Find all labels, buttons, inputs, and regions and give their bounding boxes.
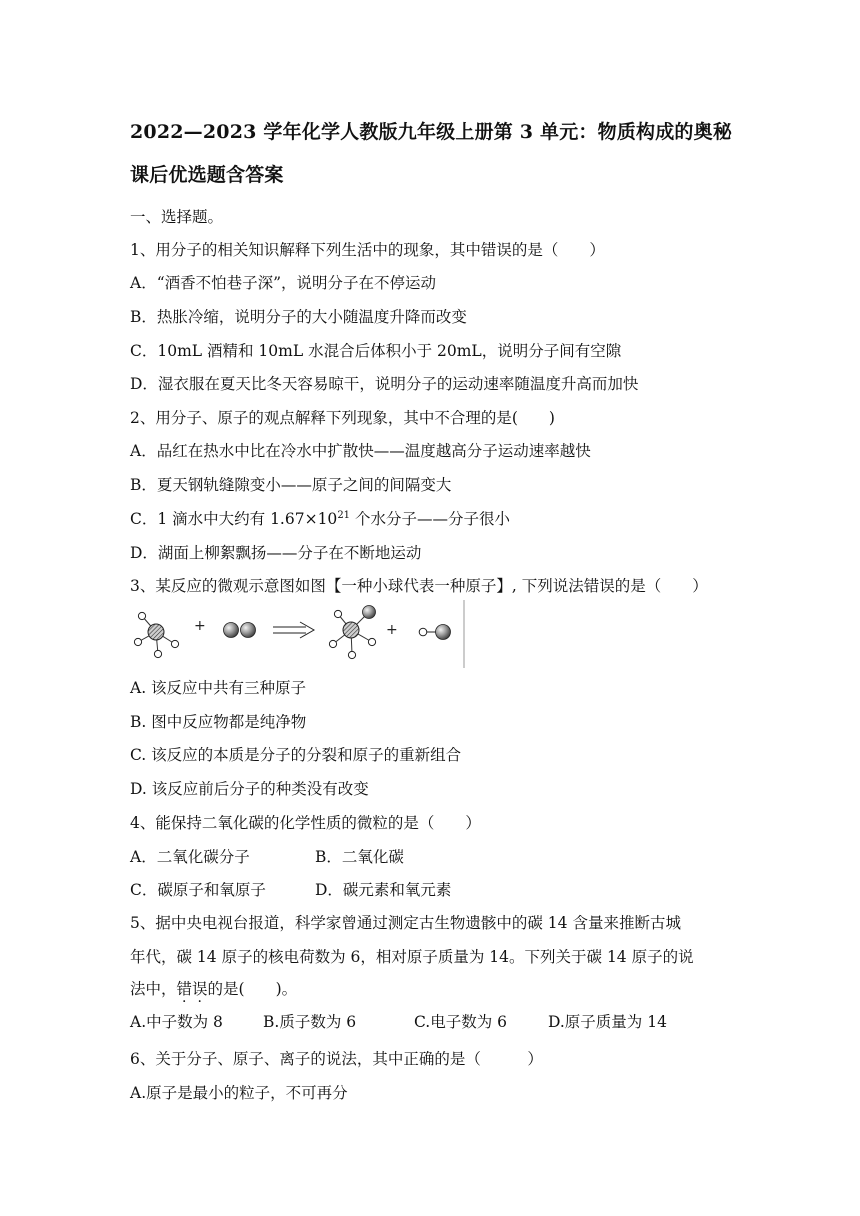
question-5-option-c: C.电子数为 6 (414, 1013, 508, 1031)
question-2-option-c-exponent: 21 (337, 509, 351, 521)
question-1-option-b: B．热胀冷缩，说明分子的大小随温度升降而改变 (130, 308, 467, 326)
product-molecule-2 (419, 625, 450, 640)
question-2-option-a: A．品红在热水中比在冷水中扩散快——温度越高分子运动速率越快 (130, 442, 591, 460)
question-4-option-b: B．二氧化碳 (315, 848, 404, 866)
reactant-molecule-1 (134, 612, 178, 657)
question-2-stem: 2、用分子、原子的观点解释下列现象，其中不合理的是( ) (130, 409, 555, 427)
question-2-option-c-suffix: 个水分子——分子很小 (350, 510, 510, 528)
question-1-option-d: D．湿衣服在夏天比冬天容易晾干，说明分子的运动速率随温度升高而加快 (130, 375, 639, 393)
question-6-stem: 6、关于分子、原子、离子的说法，其中正确的是（ ） (130, 1050, 543, 1068)
question-5-option-d: D.原子质量为 14 (548, 1013, 667, 1031)
question-1-stem: 1、用分子的相关知识解释下列生活中的现象，其中错误的是（ ） (130, 241, 605, 259)
question-4-option-c: C．碳原子和氧原子 (130, 881, 266, 899)
reaction-diagram (128, 600, 468, 668)
question-1-option-a: A．“酒香不怕巷子深”，说明分子在不停运动 (130, 274, 437, 292)
question-2-option-b: B．夏天钢轨缝隙变小——原子之间的间隔变大 (130, 476, 452, 494)
question-1-option-c: C．10mL 酒精和 10mL 水混合后体积小于 20mL，说明分子间有空隙 (130, 342, 622, 360)
question-5-line-3-suffix: 的是( )。 (207, 980, 298, 998)
reactant-molecule-2 (224, 623, 256, 638)
question-4-stem: 4、能保持二氧化碳的化学性质的微粒的是（ ） (130, 814, 481, 832)
question-5-line-3 (130, 977, 297, 999)
question-3-stem: 3、某反应的微观示意图如图【一种小球代表一种原子】, 下列说法错误的是（ ） (130, 577, 708, 595)
question-5-option-a: A.中子数为 8 (130, 1013, 223, 1031)
question-6-option-a: A.原子是最小的粒子，不可再分 (130, 1084, 348, 1102)
question-5-line-3-prefix: 法中， (130, 980, 177, 998)
question-4-option-d: D．碳元素和氧元素 (315, 881, 452, 899)
question-4-option-a: A．二氧化碳分子 (130, 848, 250, 866)
product-molecule-1 (329, 606, 375, 659)
plus-sign-1: + (194, 618, 206, 634)
question-3-option-c: C. 该反应的本质是分子的分裂和原子的重新组合 (130, 746, 462, 764)
plus-sign-2: + (386, 622, 398, 638)
document-title-line-1: 2022—2023 学年化学人教版九年级上册第 3 单元：物质构成的奥秘 (130, 121, 733, 143)
question-5-line-2: 年代，碳 14 原子的核电荷数为 6，相对原子质量为 14。下列关于碳 14 原子的说 (130, 948, 694, 966)
reaction-arrow (273, 622, 314, 638)
emphasis-char-1: 错 (176, 980, 193, 998)
question-5-option-b: B.质子数为 6 (263, 1013, 357, 1031)
question-3-option-a: A. 该反应中共有三种原子 (130, 679, 307, 697)
question-2-option-d: D．湖面上柳絮飘扬——分子在不断地运动 (130, 544, 422, 562)
section-heading: 一、选择题。 (130, 208, 224, 226)
question-2-option-c (130, 507, 510, 529)
document-title-line-2: 课后优选题含答案 (130, 164, 284, 186)
question-2-option-c-prefix: C．1 滴水中大约有 1.67×10 (130, 510, 338, 528)
question-5-line-1: 5、据中央电视台报道，科学家曾通过测定古生物遗骸中的碳 14 含量来推断古城 (130, 914, 681, 932)
question-3-option-d: D. 该反应前后分子的种类没有改变 (130, 780, 369, 798)
emphasis-char-2: 误 (192, 980, 208, 998)
question-3-option-b: B. 图中反应物都是纯净物 (130, 713, 307, 731)
